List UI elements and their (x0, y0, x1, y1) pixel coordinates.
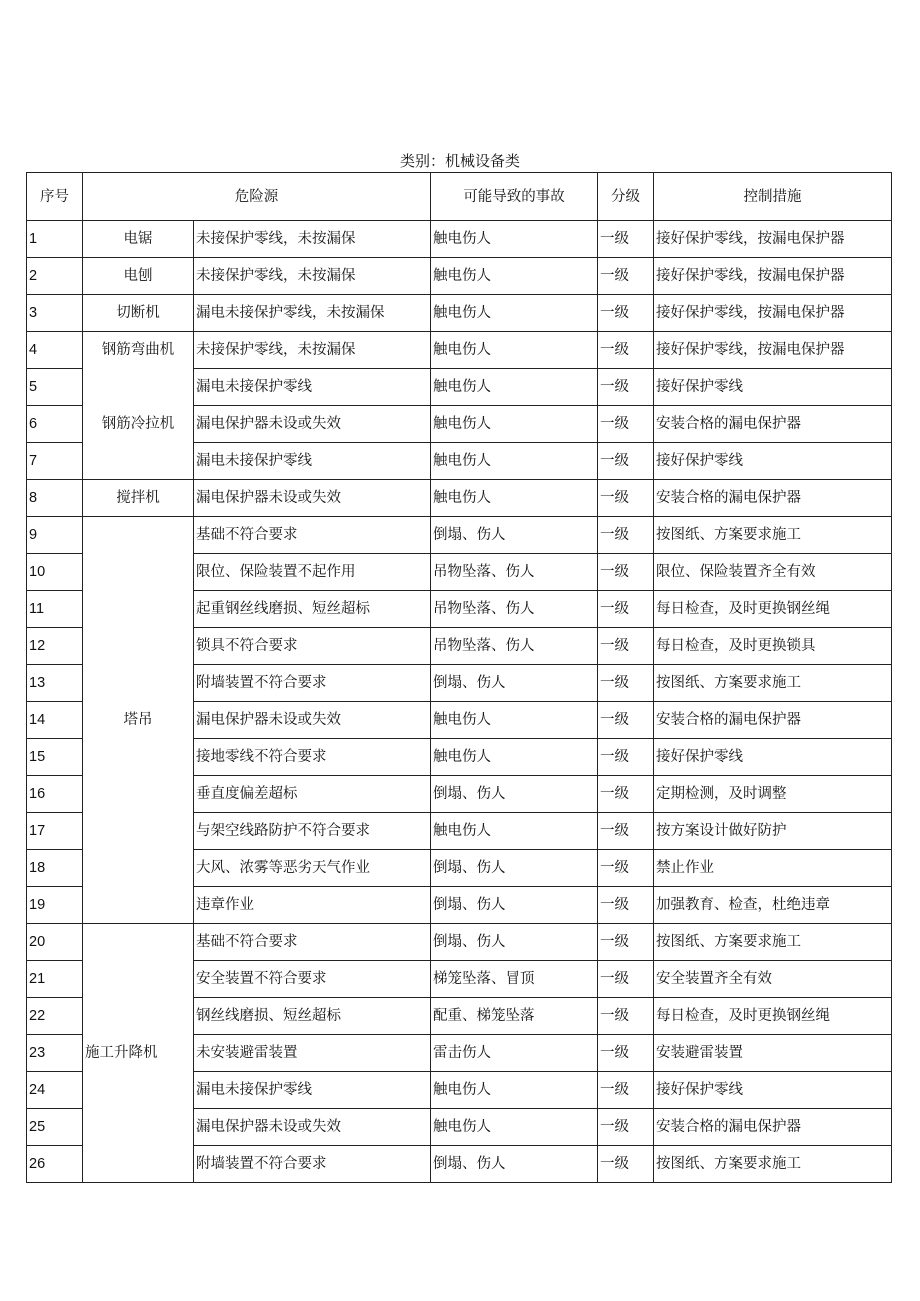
row-no: 18 (27, 850, 83, 887)
row-no: 8 (27, 480, 83, 517)
row-equipment: 切断机 (83, 295, 194, 332)
row-source: 安全装置不符合要求 (194, 961, 431, 998)
row-accident: 吊物坠落、伤人 (431, 628, 598, 665)
table-row (27, 480, 892, 517)
row-measure: 安装合格的漏电保护器 (654, 406, 892, 443)
row-accident: 倒塌、伤人 (431, 517, 598, 554)
row-source: 漏电保护器未设或失效 (194, 1109, 431, 1146)
row-level: 一级 (598, 702, 654, 739)
row-accident: 倒塌、伤人 (431, 924, 598, 961)
category-title: 类别：机械设备类 (399, 152, 520, 170)
row-level: 一级 (598, 850, 654, 887)
row-level: 一级 (598, 1146, 654, 1183)
row-source: 未安装避雷装置 (194, 1035, 431, 1072)
row-accident: 配重、梯笼坠落 (431, 998, 598, 1035)
row-equipment: 钢筋冷拉机 (83, 369, 194, 480)
row-source: 基础不符合要求 (194, 517, 431, 554)
row-source: 漏电未接保护零线 (194, 1072, 431, 1109)
row-accident: 触电伤人 (431, 1109, 598, 1146)
row-no: 6 (27, 406, 83, 443)
row-level: 一级 (598, 295, 654, 332)
row-source: 漏电保护器未设或失效 (194, 702, 431, 739)
row-no: 19 (27, 887, 83, 924)
row-accident: 倒塌、伤人 (431, 850, 598, 887)
row-accident: 触电伤人 (431, 295, 598, 332)
row-no: 1 (27, 221, 83, 258)
row-measure: 安全装置齐全有效 (654, 961, 892, 998)
row-no: 11 (27, 591, 83, 628)
row-no: 7 (27, 443, 83, 480)
row-accident: 触电伤人 (431, 221, 598, 258)
row-source: 漏电未接保护零线 (194, 443, 431, 480)
row-no: 12 (27, 628, 83, 665)
row-source: 附墙装置不符合要求 (194, 1146, 431, 1183)
table-row (27, 369, 892, 406)
row-measure: 接好保护零线 (654, 1072, 892, 1109)
row-equipment: 搅拌机 (83, 480, 194, 517)
row-measure: 按图纸、方案要求施工 (654, 924, 892, 961)
row-source: 漏电保护器未设或失效 (194, 406, 431, 443)
row-accident: 触电伤人 (431, 739, 598, 776)
row-measure: 加强教育、检查，杜绝违章 (654, 887, 892, 924)
table-row (27, 295, 892, 332)
row-accident: 触电伤人 (431, 406, 598, 443)
row-source: 未接保护零线，未按漏保 (194, 221, 431, 258)
row-source: 违章作业 (194, 887, 431, 924)
row-level: 一级 (598, 332, 654, 369)
row-no: 10 (27, 554, 83, 591)
row-level: 一级 (598, 221, 654, 258)
header-accident: 可能导致的事故 (431, 173, 598, 221)
row-level: 一级 (598, 887, 654, 924)
row-measure: 安装合格的漏电保护器 (654, 1109, 892, 1146)
row-no: 20 (27, 924, 83, 961)
row-level: 一级 (598, 480, 654, 517)
row-equipment: 电锯 (83, 221, 194, 258)
row-level: 一级 (598, 517, 654, 554)
row-measure: 安装避雷装置 (654, 1035, 892, 1072)
row-no: 21 (27, 961, 83, 998)
table-header-row (27, 173, 892, 221)
row-equipment: 电刨 (83, 258, 194, 295)
row-source: 起重钢丝线磨损、短丝超标 (194, 591, 431, 628)
row-accident: 吊物坠落、伤人 (431, 554, 598, 591)
row-measure: 接好保护零线 (654, 739, 892, 776)
row-no: 16 (27, 776, 83, 813)
row-no: 3 (27, 295, 83, 332)
row-no: 26 (27, 1146, 83, 1183)
row-measure: 禁止作业 (654, 850, 892, 887)
row-level: 一级 (598, 998, 654, 1035)
row-measure: 接好保护零线，按漏电保护器 (654, 295, 892, 332)
row-accident: 梯笼坠落、冒顶 (431, 961, 598, 998)
row-source: 钢丝线磨损、短丝超标 (194, 998, 431, 1035)
header-no: 序号 (27, 173, 83, 221)
row-accident: 触电伤人 (431, 369, 598, 406)
row-measure: 定期检测，及时调整 (654, 776, 892, 813)
header-hazard: 危险源 (83, 173, 431, 221)
row-level: 一级 (598, 776, 654, 813)
row-measure: 每日检查，及时更换钢丝绳 (654, 591, 892, 628)
row-no: 15 (27, 739, 83, 776)
row-no: 2 (27, 258, 83, 295)
table-row (27, 924, 892, 961)
row-measure: 每日检查，及时更换钢丝绳 (654, 998, 892, 1035)
row-level: 一级 (598, 369, 654, 406)
row-accident: 触电伤人 (431, 1072, 598, 1109)
row-no: 5 (27, 369, 83, 406)
row-level: 一级 (598, 665, 654, 702)
row-accident: 倒塌、伤人 (431, 887, 598, 924)
row-level: 一级 (598, 258, 654, 295)
row-measure: 接好保护零线 (654, 369, 892, 406)
header-level: 分级 (598, 173, 654, 221)
row-level: 一级 (598, 961, 654, 998)
row-level: 一级 (598, 628, 654, 665)
row-accident: 触电伤人 (431, 480, 598, 517)
row-source: 基础不符合要求 (194, 924, 431, 961)
row-accident: 触电伤人 (431, 332, 598, 369)
hazard-table (26, 172, 892, 1183)
row-level: 一级 (598, 924, 654, 961)
row-accident: 倒塌、伤人 (431, 665, 598, 702)
row-no: 24 (27, 1072, 83, 1109)
row-level: 一级 (598, 406, 654, 443)
row-measure: 接好保护零线，按漏电保护器 (654, 258, 892, 295)
row-no: 22 (27, 998, 83, 1035)
row-accident: 雷击伤人 (431, 1035, 598, 1072)
row-source: 漏电未接保护零线，未按漏保 (194, 295, 431, 332)
row-measure: 按图纸、方案要求施工 (654, 665, 892, 702)
row-source: 漏电保护器未设或失效 (194, 480, 431, 517)
row-source: 与架空线路防护不符合要求 (194, 813, 431, 850)
row-measure: 安装合格的漏电保护器 (654, 702, 892, 739)
row-accident: 触电伤人 (431, 702, 598, 739)
row-level: 一级 (598, 1109, 654, 1146)
row-measure: 按图纸、方案要求施工 (654, 517, 892, 554)
table-row (27, 221, 892, 258)
row-no: 13 (27, 665, 83, 702)
row-measure: 接好保护零线 (654, 443, 892, 480)
row-level: 一级 (598, 591, 654, 628)
row-accident: 触电伤人 (431, 813, 598, 850)
row-no: 25 (27, 1109, 83, 1146)
row-source: 未接保护零线，未按漏保 (194, 332, 431, 369)
row-measure: 按图纸、方案要求施工 (654, 1146, 892, 1183)
row-accident: 倒塌、伤人 (431, 776, 598, 813)
row-accident: 吊物坠落、伤人 (431, 591, 598, 628)
row-level: 一级 (598, 739, 654, 776)
group-tower-crane: 塔吊 (83, 517, 194, 924)
row-no: 14 (27, 702, 83, 739)
row-measure: 每日检查，及时更换锁具 (654, 628, 892, 665)
row-no: 4 (27, 332, 83, 369)
row-source: 大风、浓雾等恶劣天气作业 (194, 850, 431, 887)
row-source: 接地零线不符合要求 (194, 739, 431, 776)
row-measure: 限位、保险装置齐全有效 (654, 554, 892, 591)
row-measure: 接好保护零线，按漏电保护器 (654, 332, 892, 369)
row-source: 限位、保险装置不起作用 (194, 554, 431, 591)
row-source: 附墙装置不符合要求 (194, 665, 431, 702)
row-accident: 触电伤人 (431, 443, 598, 480)
row-accident: 触电伤人 (431, 258, 598, 295)
row-equipment: 钢筋弯曲机 (83, 332, 194, 369)
row-measure: 按方案设计做好防护 (654, 813, 892, 850)
row-measure: 安装合格的漏电保护器 (654, 480, 892, 517)
row-level: 一级 (598, 554, 654, 591)
row-measure: 接好保护零线，按漏电保护器 (654, 221, 892, 258)
row-level: 一级 (598, 1072, 654, 1109)
row-source: 垂直度偏差超标 (194, 776, 431, 813)
group-hoist: 施工升降机 (83, 924, 194, 1183)
row-no: 17 (27, 813, 83, 850)
row-accident: 倒塌、伤人 (431, 1146, 598, 1183)
row-source: 锁具不符合要求 (194, 628, 431, 665)
row-level: 一级 (598, 443, 654, 480)
header-measure: 控制措施 (654, 173, 892, 221)
row-no: 9 (27, 517, 83, 554)
row-source: 未接保护零线，未按漏保 (194, 258, 431, 295)
row-no: 23 (27, 1035, 83, 1072)
row-source: 漏电未接保护零线 (194, 369, 431, 406)
row-level: 一级 (598, 1035, 654, 1072)
table-row (27, 258, 892, 295)
table-row (27, 332, 892, 369)
row-level: 一级 (598, 813, 654, 850)
table-row (27, 517, 892, 554)
